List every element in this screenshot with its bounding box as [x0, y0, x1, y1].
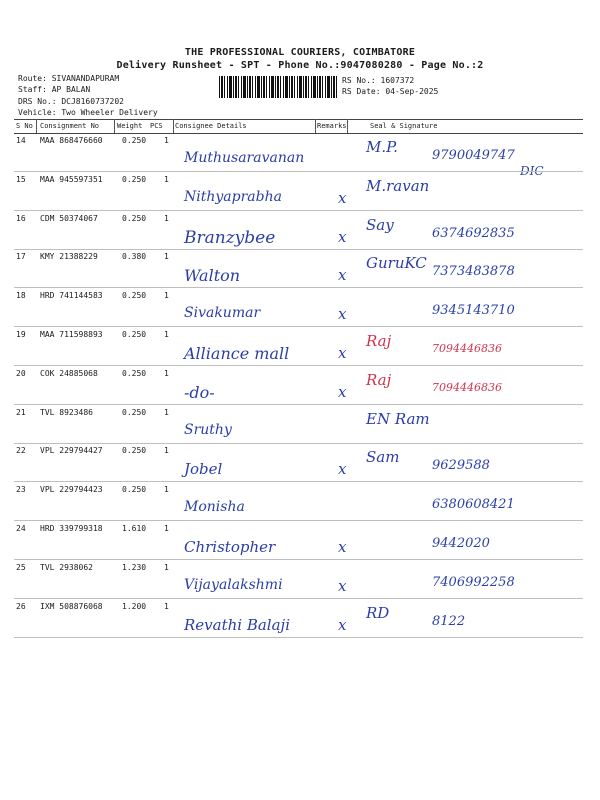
col-consignment: Consignment No	[40, 122, 100, 130]
row-pcs: 1	[164, 524, 169, 533]
row-remark-mark: x	[338, 615, 347, 634]
row-phone: 9442020	[432, 536, 490, 551]
row-phone: 9345143710	[432, 303, 515, 319]
row-consignee-name: -do-	[184, 382, 215, 402]
row-weight: 0.250	[122, 330, 147, 339]
row-consignment-no: TVL 2938062	[40, 562, 93, 572]
row-phone: 8122	[432, 613, 466, 629]
row-sno: 16	[16, 213, 26, 223]
col-seal: Seal & Signature	[370, 122, 438, 130]
row-consignee-name: Christopher	[184, 538, 276, 556]
row-consignment-no: IXM 508876068	[40, 601, 103, 611]
row-signature: M.ravan	[366, 176, 430, 195]
row-sno: 25	[16, 562, 26, 572]
row-remark-mark: x	[338, 460, 347, 479]
row-remark-mark: x	[338, 538, 347, 556]
row-divider	[14, 365, 583, 366]
row-remark-mark: x	[338, 382, 347, 401]
row-signature: Raj	[366, 332, 392, 350]
row-phone: 7406992258	[432, 574, 515, 590]
row-divider	[14, 520, 583, 521]
row-divider	[14, 443, 583, 444]
col-pcs: PCS	[150, 122, 163, 130]
row-consignee-name: Sruthy	[184, 421, 232, 438]
vehicle-label: Vehicle: Two Wheeler Delivery	[18, 108, 158, 117]
row-consignee-name: Walton	[184, 266, 241, 286]
route-label: Route: SIVANANDAPURAM	[18, 74, 120, 83]
staff-label: Staff: AP BALAN	[18, 85, 91, 94]
row-signature: Sam	[366, 448, 400, 467]
row-pcs: 1	[164, 291, 169, 301]
table-top-rule	[14, 119, 583, 120]
row-pcs: 1	[164, 601, 169, 611]
row-phone: 9790049747	[432, 148, 515, 163]
row-divider	[14, 598, 583, 599]
row-consignment-no: MAA 868476660	[40, 136, 103, 145]
row-divider	[14, 637, 583, 638]
row-weight: 0.250	[122, 136, 147, 145]
row-consignment-no: KMY 21388229	[40, 252, 98, 262]
col-remarks: Remarks	[317, 122, 347, 130]
col-weight: Weight	[117, 122, 143, 130]
row-signature: GuruKC	[366, 254, 427, 273]
row-sno: 23	[16, 485, 26, 495]
row-weight: 1.230	[122, 562, 147, 572]
row-divider	[14, 210, 583, 211]
row-weight: 0.250	[122, 213, 147, 223]
col-divider	[114, 119, 115, 133]
row-phone: 6380608421	[432, 497, 515, 513]
row-remark-mark: x	[338, 305, 347, 324]
row-divider	[14, 481, 583, 482]
col-divider	[347, 119, 348, 133]
col-divider	[173, 119, 174, 133]
row-note: DIC	[520, 164, 544, 178]
row-weight: 1.200	[122, 601, 147, 611]
row-sno: 19	[16, 330, 26, 339]
row-consignment-no: HRD 339799318	[40, 524, 103, 533]
row-sno: 24	[16, 524, 26, 533]
row-pcs: 1	[164, 213, 169, 223]
row-consignment-no: VPL 229794423	[40, 485, 103, 495]
row-phone: 7373483878	[432, 264, 515, 280]
row-weight: 1.610	[122, 524, 147, 533]
row-consignee-name: Jobel	[184, 460, 223, 479]
row-divider	[14, 404, 583, 405]
row-signature: EN Ram	[366, 409, 430, 428]
row-consignee-name: Nithyaprabha	[184, 188, 282, 205]
row-weight: 0.250	[122, 485, 147, 495]
row-divider	[14, 559, 583, 560]
row-consignment-no: CDM 50374067	[40, 213, 98, 223]
row-phone: 9629588	[432, 458, 490, 474]
row-signature: Say	[366, 215, 394, 234]
row-weight: 0.250	[122, 446, 147, 456]
row-weight: 0.250	[122, 368, 147, 378]
runsheet-subtitle: Delivery Runsheet - SPT - Phone No.:9047080280 - Page No.:2	[116, 60, 484, 71]
row-pcs: 1	[164, 446, 169, 456]
row-weight: 0.380	[122, 252, 147, 262]
row-sno: 14	[16, 136, 26, 145]
row-consignment-no: MAA 711598893	[40, 330, 103, 339]
row-divider	[14, 287, 583, 288]
row-sno: 17	[16, 252, 26, 262]
table-header-rule	[14, 133, 583, 134]
row-consignee-name: Alliance mall	[184, 344, 290, 363]
row-weight: 0.250	[122, 291, 147, 301]
col-divider	[315, 119, 316, 133]
col-consignee: Consignee Details	[175, 122, 247, 130]
row-phone: 7094446836	[432, 380, 502, 394]
row-consignee-name: Vijayalakshmi	[184, 576, 283, 593]
row-consignment-no: HRD 741144583	[40, 291, 103, 301]
row-consignee-name: Sivakumar	[184, 305, 261, 322]
row-remark-mark: x	[338, 227, 347, 246]
row-signature: M.P.	[366, 138, 398, 156]
row-signature: RD	[366, 603, 390, 622]
row-weight: 0.250	[122, 174, 147, 184]
col-sno: S No	[16, 122, 33, 130]
row-pcs: 1	[164, 252, 169, 262]
row-sno: 15	[16, 174, 26, 184]
row-consignment-no: TVL 8923486	[40, 407, 93, 417]
row-remark-mark: x	[338, 344, 347, 362]
rs-number: RS No.: 1607372	[342, 76, 415, 85]
row-divider	[14, 326, 583, 327]
row-consignment-no: COK 24885068	[40, 368, 98, 378]
row-sno: 20	[16, 368, 26, 378]
barcode	[219, 76, 337, 98]
row-pcs: 1	[164, 562, 169, 572]
row-consignment-no: VPL 229794427	[40, 446, 103, 456]
row-remark-mark: x	[338, 188, 347, 207]
row-sno: 26	[16, 601, 26, 611]
row-phone: 6374692835	[432, 225, 515, 241]
row-consignee-name: Muthusaravanan	[184, 150, 305, 166]
row-phone: 7094446836	[432, 342, 502, 355]
row-pcs: 1	[164, 485, 169, 495]
row-remark-mark: x	[338, 266, 347, 285]
row-consignee-name: Branzybee	[184, 227, 276, 248]
drs-label: DRS No.: DCJ8160737202	[18, 97, 124, 106]
row-consignment-no: MAA 945597351	[40, 174, 103, 184]
row-signature: Raj	[366, 370, 392, 389]
row-pcs: 1	[164, 174, 169, 184]
row-pcs: 1	[164, 330, 169, 339]
row-pcs: 1	[164, 368, 169, 378]
row-sno: 21	[16, 407, 26, 417]
rs-date: RS Date: 04-Sep-2025	[342, 87, 439, 96]
row-consignee-name: Monisha	[184, 499, 245, 516]
row-divider	[14, 171, 583, 172]
row-consignee-name: Revathi Balaji	[184, 615, 290, 634]
row-pcs: 1	[164, 136, 169, 145]
row-weight: 0.250	[122, 407, 147, 417]
row-remark-mark: x	[338, 576, 347, 595]
row-pcs: 1	[164, 407, 169, 417]
row-sno: 18	[16, 291, 26, 301]
row-sno: 22	[16, 446, 26, 456]
row-divider	[14, 249, 583, 250]
col-divider	[36, 119, 37, 133]
runsheet-title: THE PROFESSIONAL COURIERS, COIMBATORE	[184, 47, 416, 58]
